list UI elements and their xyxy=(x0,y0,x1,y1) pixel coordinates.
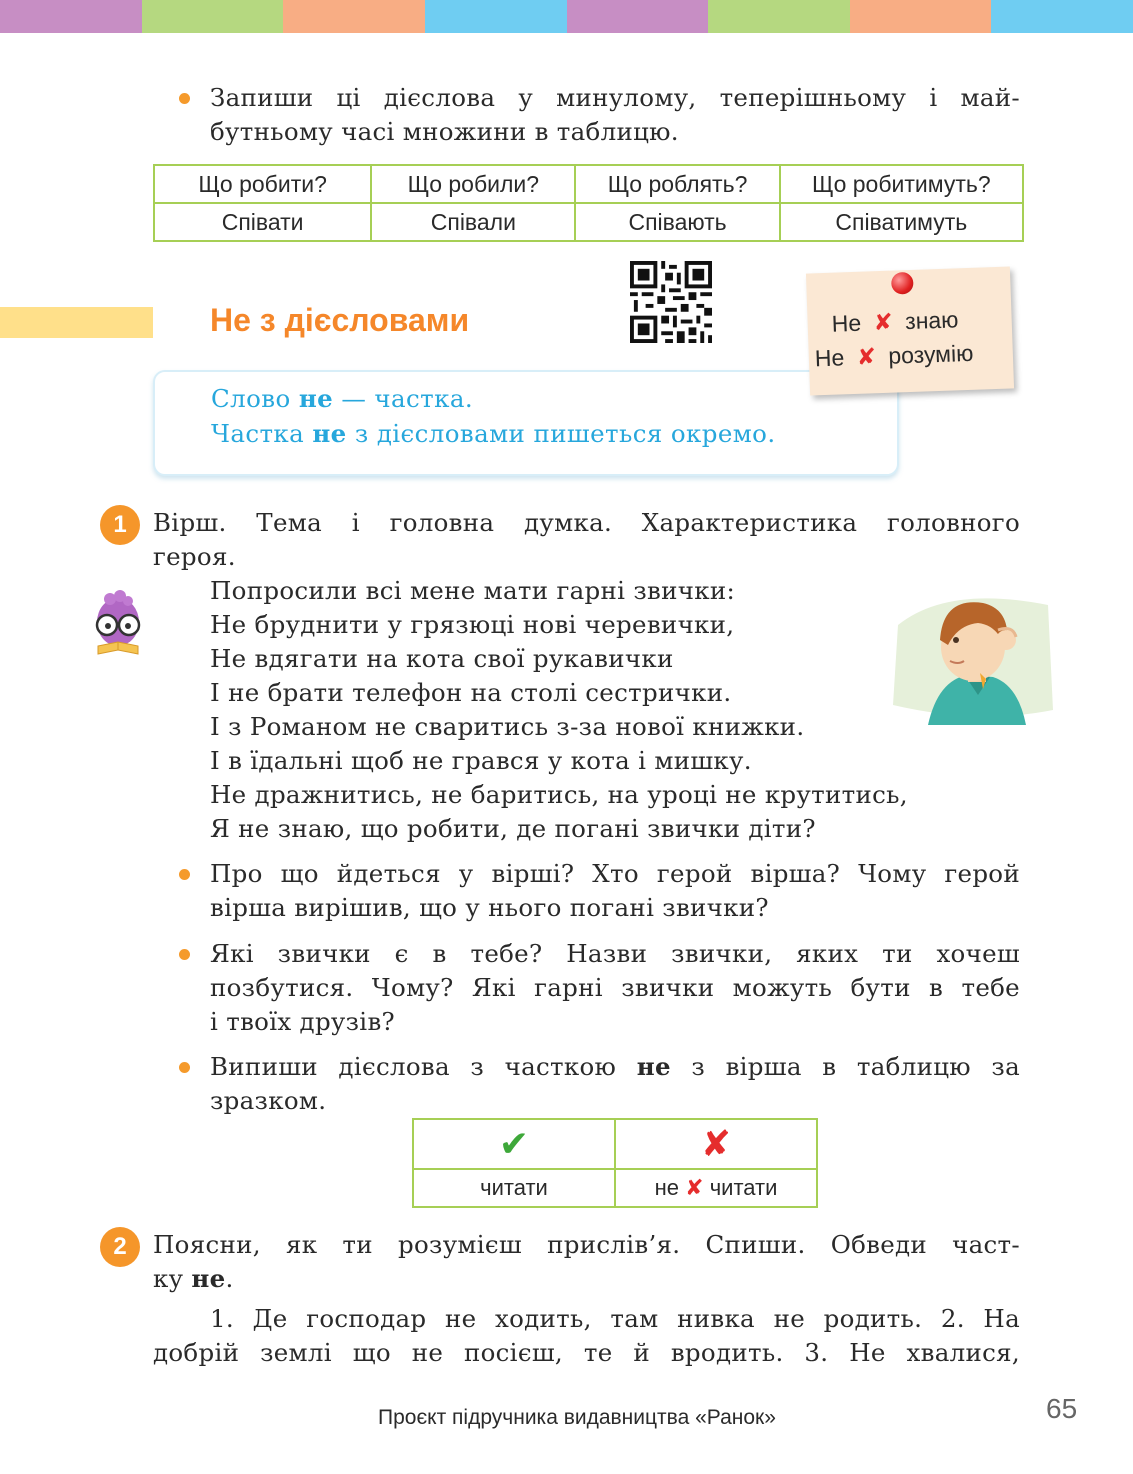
cross-icon: ✘ xyxy=(685,1176,704,1201)
stripe xyxy=(567,0,709,33)
stripe xyxy=(425,0,567,33)
rule-bold-word: не xyxy=(312,419,347,448)
rule-box xyxy=(153,370,899,476)
table-header-cell xyxy=(615,1119,817,1169)
exercise2-text: ку xyxy=(153,1264,184,1293)
table-cell xyxy=(615,1169,817,1207)
exercise2-bold-word: не xyxy=(191,1264,226,1293)
table-header-cell: Що роблять? xyxy=(575,165,779,203)
rule-line-2 xyxy=(211,419,776,448)
question3-line2: зразком. xyxy=(210,1086,327,1115)
table-header-row xyxy=(154,165,1023,203)
bullet-dot xyxy=(179,1062,190,1073)
exercise2-title-line1: Поясни, як ти розумієш прислів’я. Спиши. Обведи част- xyxy=(153,1230,1020,1259)
page-number: 65 xyxy=(1046,1393,1078,1424)
poem-line: Не дражнитись, не баритись, на уроці не крутитись, xyxy=(210,780,908,809)
poem-line: І не брати телефон на столі сестрички. xyxy=(210,678,732,707)
proverbs-line1: 1. Де господар не ходить, там нивка не родить. 2. На xyxy=(210,1304,1020,1333)
question3-text: Випиши дієслова з часткою xyxy=(210,1052,617,1081)
note-text: Не xyxy=(831,309,862,337)
verb-tense-table xyxy=(153,164,1024,242)
question2-line1: Які звички є в тебе? Назви звички, яких ти хочеш xyxy=(210,939,1020,968)
cross-icon: ✘ xyxy=(873,309,894,337)
exercise-number-badge: 2 xyxy=(100,1227,140,1267)
rule-text: — частка. xyxy=(341,384,474,413)
stripe xyxy=(142,0,284,33)
table-cell: Співали xyxy=(371,203,575,241)
question3-line1 xyxy=(210,1050,1020,1084)
poem-line: Не вдягати на кота свої рукавички xyxy=(210,644,674,673)
owl-mascot-icon xyxy=(90,588,146,660)
table-cell: Співатимуть xyxy=(780,203,1023,241)
exercise1-title-line2: героя. xyxy=(153,542,236,571)
stripe xyxy=(0,0,142,33)
table-cell: Співати xyxy=(154,203,371,241)
table-cell-text: не xyxy=(654,1175,679,1200)
rule-text: з дієсловами пишеться окремо. xyxy=(354,419,776,448)
footer-publisher: Проєкт підручника видавництва «Ранок» xyxy=(378,1406,776,1429)
question3-text: з вірша в таблицю за xyxy=(691,1052,1020,1081)
note-text: Не xyxy=(814,344,845,372)
table-header-cell: Що робили? xyxy=(371,165,575,203)
table-cell: Співають xyxy=(575,203,779,241)
question1-line2: вірша вирішив, що у нього погані звички? xyxy=(210,893,769,922)
poem-line: І в їдальні щоб не грався у кота і мишку. xyxy=(210,746,752,775)
table-cell-text: читати xyxy=(709,1175,778,1200)
note-text: знаю xyxy=(904,306,959,335)
stripe xyxy=(283,0,425,33)
stripe xyxy=(991,0,1133,33)
table-row xyxy=(413,1169,817,1207)
rule-bold-word: не xyxy=(298,384,334,413)
thinking-boy-illustration xyxy=(888,585,1058,725)
qr-code-icon[interactable] xyxy=(630,261,712,343)
rule-line-1 xyxy=(211,384,473,413)
note-text: розумію xyxy=(887,339,974,369)
top-color-stripes xyxy=(0,0,1133,33)
exercise2-title-line2 xyxy=(153,1262,234,1296)
table-header-cell: Що робитимуть? xyxy=(780,165,1023,203)
sticky-note xyxy=(806,266,1014,395)
poem-line: Я не знаю, що робити, де погані звички діти? xyxy=(210,814,816,843)
sample-table xyxy=(412,1118,818,1208)
cross-icon: ✘ xyxy=(700,1123,732,1165)
bullet-dot xyxy=(179,949,190,960)
proverbs-line2: добрій землі що не посієш, те й вродить. 3. Не хвалися, xyxy=(153,1338,1020,1367)
poem-line: І з Романом не сваритись з-за нової книжки. xyxy=(210,712,805,741)
question3-bold-word: не xyxy=(636,1052,671,1081)
section-title: Не з дієсловами xyxy=(210,302,470,338)
bullet-dot xyxy=(179,93,190,104)
bullet-dot xyxy=(179,869,190,880)
table-header-row xyxy=(413,1119,817,1169)
table-header-cell xyxy=(413,1119,615,1169)
task-intro-line1: Запиши ці дієслова у минулому, теперішньому і май- xyxy=(210,83,1020,112)
stripe xyxy=(850,0,992,33)
table-row xyxy=(154,203,1023,241)
stripe xyxy=(708,0,850,33)
cross-icon: ✘ xyxy=(856,344,877,371)
question1-line1: Про що йдеться у вірші? Хто герой вірша? Чому герой xyxy=(210,859,1020,888)
rule-text: Слово xyxy=(211,384,291,413)
question2-line2: позбутися. Чому? Які гарні звички можуть бути в тебе xyxy=(210,973,1020,1002)
exercise-number-badge: 1 xyxy=(100,505,140,545)
task-intro-line2: бутньому часі множини в таблицю. xyxy=(210,117,679,146)
pin-icon xyxy=(891,272,914,295)
table-header-cell: Що робити? xyxy=(154,165,371,203)
note-line-1 xyxy=(831,306,959,337)
question2-line3: і твоїх друзів? xyxy=(210,1007,395,1036)
exercise1-title-line1: Вірш. Тема і головна думка. Характеристика головного xyxy=(153,508,1020,537)
rule-text: Частка xyxy=(211,419,305,448)
section-marker-bar xyxy=(0,307,153,338)
check-icon: ✔ xyxy=(498,1123,530,1165)
poem-line: Попросили всі мене мати гарні звички: xyxy=(210,576,736,605)
note-line-2 xyxy=(814,340,973,373)
table-cell: читати xyxy=(413,1169,615,1207)
poem-line: Не бруднити у грязюці нові черевички, xyxy=(210,610,735,639)
exercise2-text: . xyxy=(225,1264,234,1293)
